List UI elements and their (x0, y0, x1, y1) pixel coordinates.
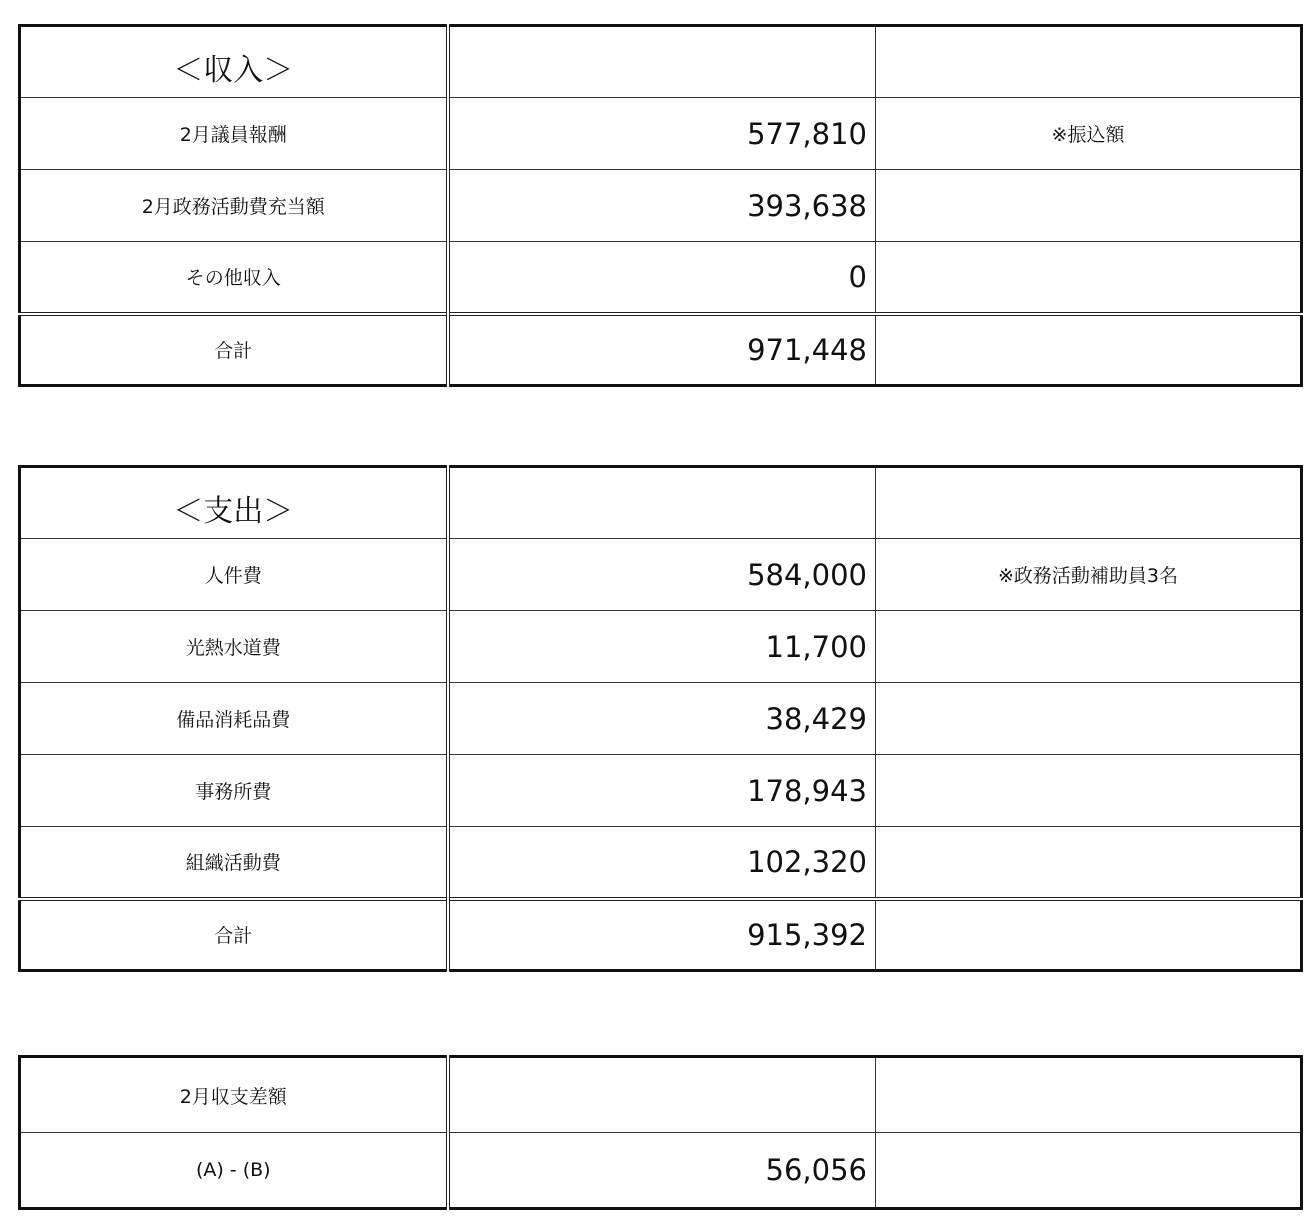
balance-amount: 56,056 (448, 1133, 876, 1209)
expense-row-label: 人件費 (20, 539, 448, 611)
income-total-row (20, 314, 1302, 386)
expense-table (18, 465, 1303, 972)
income-row (20, 170, 1302, 242)
income-header-note-cell (876, 26, 1302, 98)
income-header-row (20, 26, 1302, 98)
expense-total-label: 合計 (20, 899, 448, 971)
balance-formula: (A) - (B) (20, 1133, 448, 1209)
expense-total-row (20, 899, 1302, 971)
expense-row-note: ※政務活動補助員3名 (876, 539, 1302, 611)
income-row (20, 242, 1302, 314)
income-row (20, 98, 1302, 170)
income-row-amount: 0 (448, 242, 876, 314)
balance-title-row (20, 1057, 1302, 1133)
income-row-label: その他収入 (20, 242, 448, 314)
expense-header: ＜支出＞ (20, 467, 448, 539)
income-row-note (876, 242, 1302, 314)
expense-row-note (876, 755, 1302, 827)
expense-row-amount: 102,320 (448, 827, 876, 899)
expense-header-row (20, 467, 1302, 539)
expense-row-amount: 584,000 (448, 539, 876, 611)
expense-header-note-cell (876, 467, 1302, 539)
expense-row (20, 683, 1302, 755)
balance-title-note-cell (876, 1057, 1302, 1133)
expense-row-amount: 11,700 (448, 611, 876, 683)
balance-note-cell (876, 1133, 1302, 1209)
expense-row-amount: 178,943 (448, 755, 876, 827)
balance-table (18, 1055, 1303, 1210)
expense-row (20, 539, 1302, 611)
balance-title-amount-cell (448, 1057, 876, 1133)
expense-row-label: 光熱水道費 (20, 611, 448, 683)
income-row-amount: 393,638 (448, 170, 876, 242)
income-table (18, 24, 1303, 387)
expense-row-amount: 38,429 (448, 683, 876, 755)
expense-row-label: 事務所費 (20, 755, 448, 827)
expense-row-note (876, 827, 1302, 899)
expense-row-note (876, 611, 1302, 683)
income-row-label: 2月議員報酬 (20, 98, 448, 170)
income-header-amount-cell (448, 26, 876, 98)
income-total-label: 合計 (20, 314, 448, 386)
income-total-amount: 971,448 (448, 314, 876, 386)
income-header: ＜収入＞ (20, 26, 448, 98)
expense-row (20, 827, 1302, 899)
income-row-note (876, 170, 1302, 242)
expense-total-note-cell (876, 899, 1302, 971)
expense-row (20, 611, 1302, 683)
expense-header-amount-cell (448, 467, 876, 539)
expense-row-label: 備品消耗品費 (20, 683, 448, 755)
expense-row-label: 組織活動費 (20, 827, 448, 899)
income-row-note: ※振込額 (876, 98, 1302, 170)
balance-formula-row (20, 1133, 1302, 1209)
expense-row (20, 755, 1302, 827)
expense-row-note (876, 683, 1302, 755)
balance-title: 2月収支差額 (20, 1057, 448, 1133)
income-total-note-cell (876, 314, 1302, 386)
income-row-amount: 577,810 (448, 98, 876, 170)
income-row-label: 2月政務活動費充当額 (20, 170, 448, 242)
expense-total-amount: 915,392 (448, 899, 876, 971)
